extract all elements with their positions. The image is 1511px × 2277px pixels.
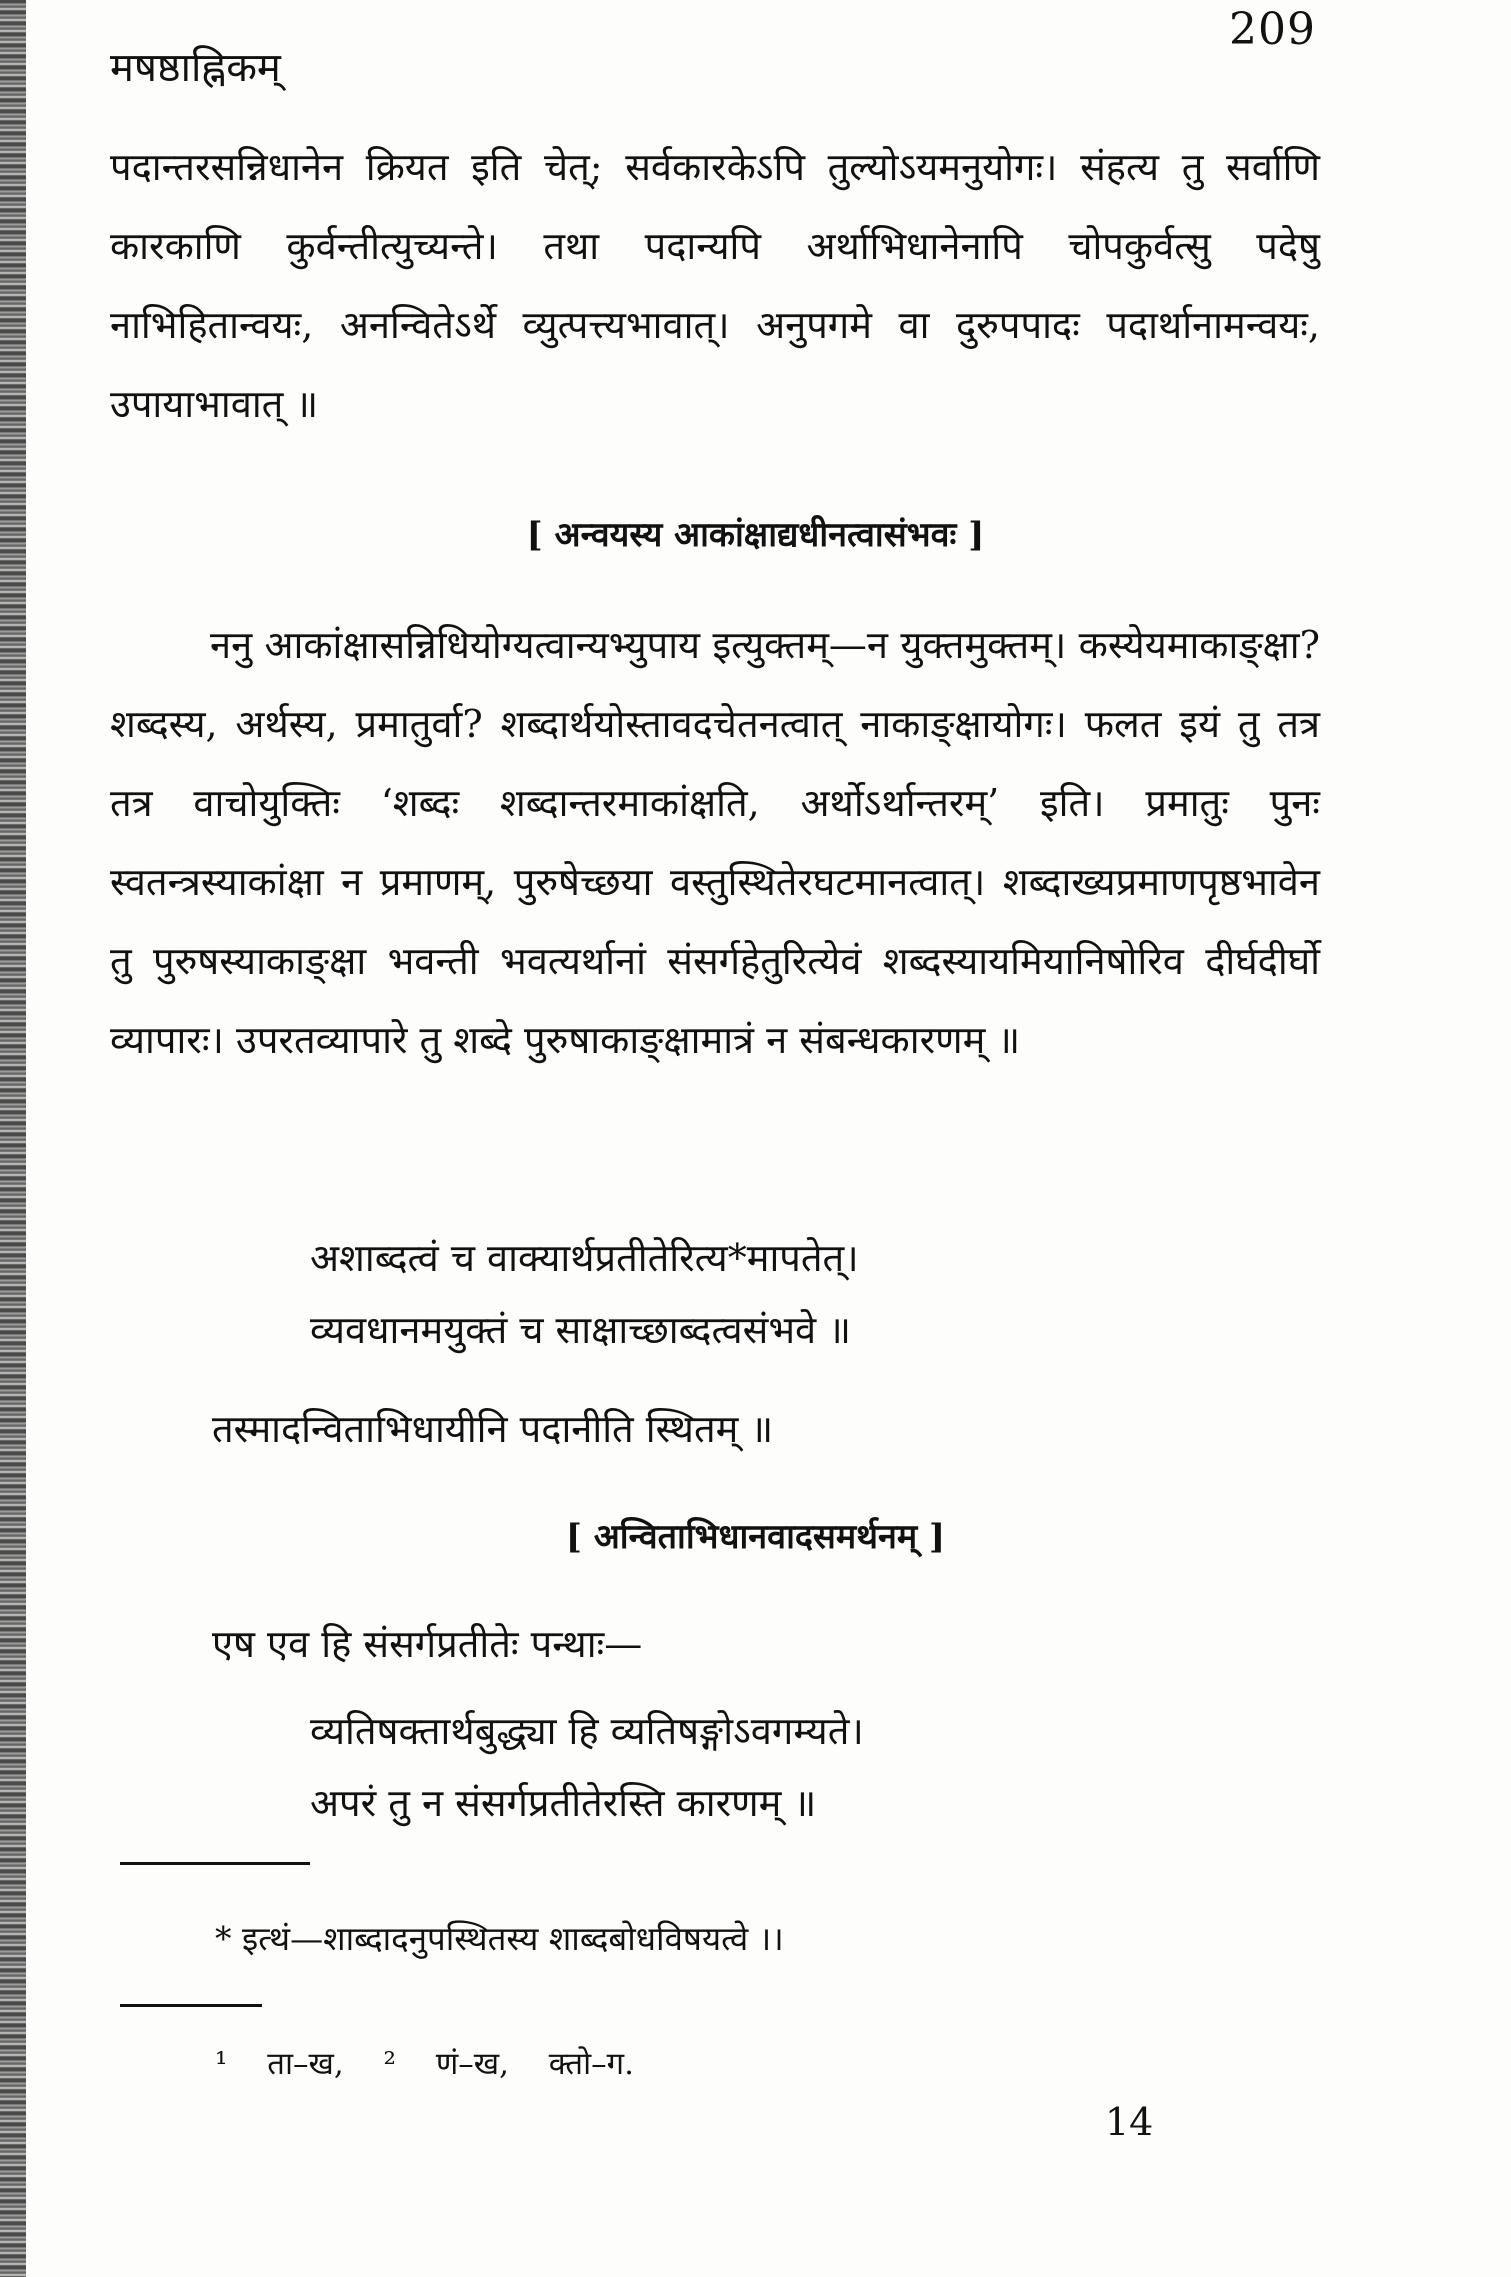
conclusion-line: तस्मादन्विताभिधायीनि पदानीति स्थितम् ॥	[212, 1407, 774, 1451]
main-paragraph: ननु आकांक्षासन्निधियोग्यत्वान्यभ्युपाय इत्युक्तम्—न युक्तमुक्तम्। कस्येयमाकाङ्क्षा? शब्दस्य, अर्थस्य, प्रमातुर्वा? शब्दार्थयोस्तावदचेतनत्वात् नाकाङ्क्षायोगः। फलत इयं तु तत्र तत्र वाचोयुक्तिः ‘शब्दः शब्दान्तरमाकांक्षति, अर्थोऽर्थान्तरम्’ इति। प्रमातुः पुनः स्वतन्त्रस्याकांक्षा न प्रमाणम्, पुरुषेच्छया वस्तुस्थितेरघटमानत्वात्। शब्दाख्यप्रमाणपृष्ठभावेन तु पुरुषस्याकाङ्क्षा भवन्ती भवत्यर्थानां संसर्गहेतुरित्येवं शब्दस्यायमियानिषोरिव दीर्घदीर्घो व्यापारः। उपरतव्यापारे तु शब्दे पुरुषाकाङ्क्षामात्रं न संबन्धकारणम् ॥	[110, 623, 1320, 1062]
running-head: मषष्ठाह्निकम्	[110, 45, 281, 91]
printer-signature: 14	[1105, 2100, 1154, 2144]
section-heading-1: [ अन्वयस्य आकांक्षाद्यधीनत्वासंभवः ]	[526, 515, 985, 555]
verse-2-line-1: व्यतिषक्तार्थबुद्ध्या हि व्यतिषङ्गोऽवगम्यते।	[310, 1709, 864, 1753]
section-heading-2: [ अन्विताभिधानवादसमर्थनम् ]	[565, 1517, 946, 1557]
verse-block-1	[310, 1222, 1210, 1366]
section-3-intro-block	[212, 1605, 1312, 1684]
verse-2-line-2: अपरं तु न संसर्गप्रतीतेरस्ति कारणम् ॥	[310, 1781, 817, 1825]
variant-readings: ¹ ता–ख, ² णं–ख, क्तो–ग.	[215, 2046, 634, 2082]
verse-1-line-2: व्यवधानमयुक्तं च साक्षाच्छाब्दत्वसंभवे ॥	[310, 1308, 852, 1352]
star-footnote: * इत्थं—शाब्दादनुपस्थितस्य शाब्दबोधविषयत्वे ।।	[215, 1919, 784, 1958]
verse-1-line-1: अशाब्दत्वं च वाक्यार्थप्रतीतेरित्य*मापतेत्।	[310, 1236, 859, 1280]
page-number: 209	[1229, 4, 1316, 55]
footnote-rule-2	[120, 2004, 262, 2007]
verse-block-2	[310, 1695, 1210, 1839]
footnote-rule-1	[120, 1862, 310, 1865]
opening-paragraph-block	[110, 128, 1320, 444]
main-paragraph-block	[110, 606, 1320, 1080]
section-3-intro: एष एव हि संसर्गप्रतीतेः पन्थाः—	[212, 1622, 643, 1666]
binding-edge	[0, 0, 26, 2277]
conclusion-block	[212, 1390, 1312, 1469]
opening-paragraph: पदान्तरसन्निधानेन क्रियत इति चेत्; सर्वकारकेऽपि तुल्योऽयमनुयोगः। संहत्य तु सर्वाणि कारकाणि कुर्वन्तीत्युच्यन्ते। तथा पदान्यपि अर्थाभिधानेनापि चोपकुर्वत्सु पदेषु नाभिहितान्वयः, अनन्वितेऽर्थे व्युत्पत्त्यभावात्। अनुपगमे वा दुरुपपादः पदार्थानामन्वयः, उपायाभावात् ॥	[110, 145, 1320, 426]
